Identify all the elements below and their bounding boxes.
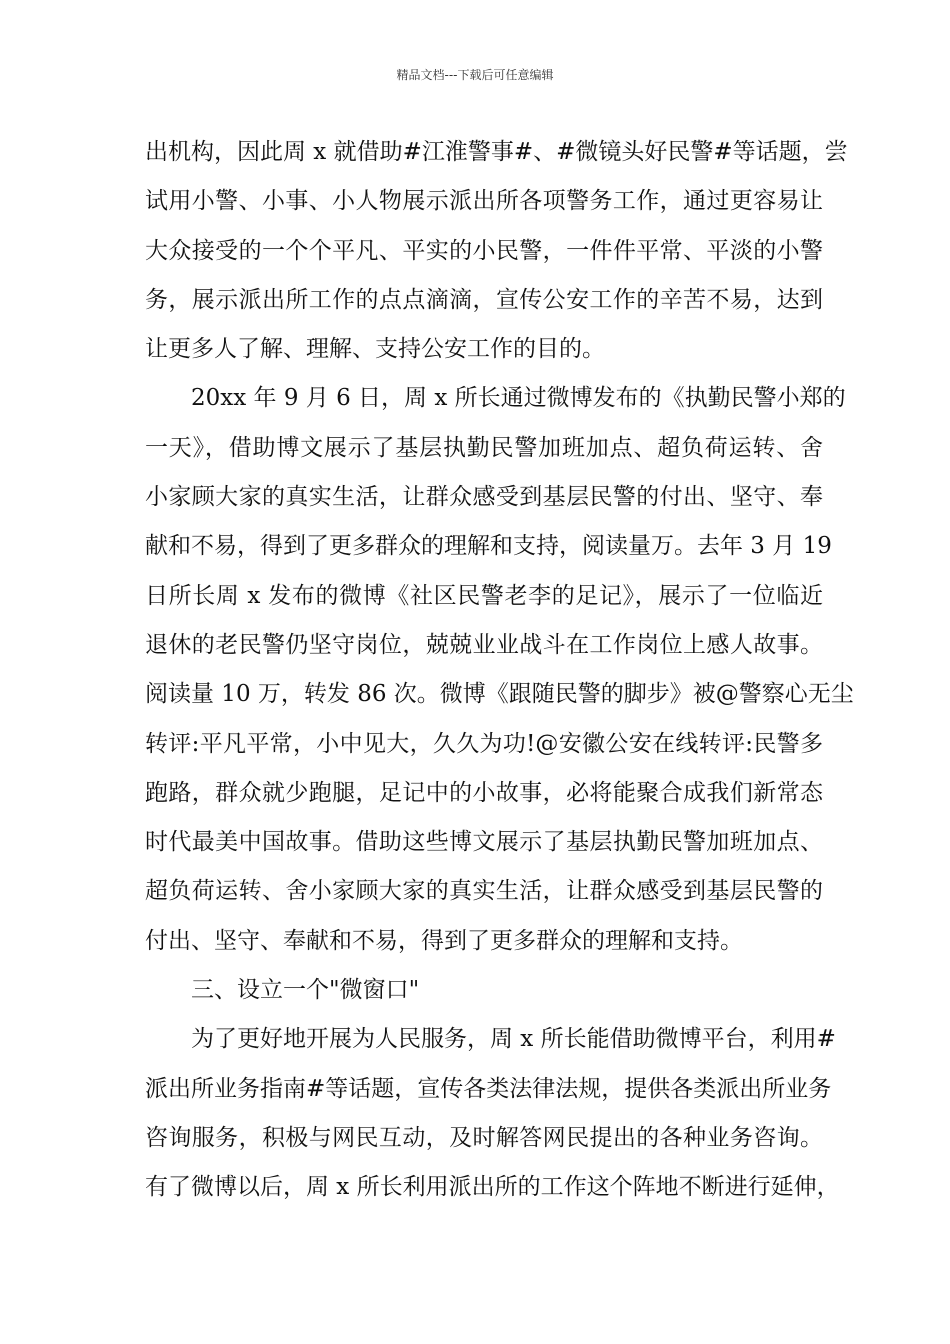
- text-line: 20xx 年 9 月 6 日，周 x 所长通过微博发布的《执勤民警小郑的: [191, 385, 846, 412]
- page-header: 精品文档---下载后可任意编辑: [396, 68, 554, 82]
- text-line: 务，展示派出所工作的点点滴滴，宣传公安工作的辛苦不易，达到: [145, 286, 823, 313]
- text-line: 小家顾大家的真实生活，让群众感受到基层民警的付出、坚守、奉: [145, 484, 823, 511]
- text-line: 跑路，群众就少跑腿，足记中的小故事，必将能聚合成我们新常态: [145, 779, 823, 806]
- text-line: 时代最美中国故事。借助这些博文展示了基层执勤民警加班加点、: [145, 829, 823, 856]
- text-line: 试用小警、小事、小人物展示派出所各项警务工作，通过更容易让: [145, 188, 823, 215]
- text-line: 超负荷运转、舍小家顾大家的真实生活，让群众感受到基层民警的: [145, 878, 823, 905]
- text-line: 大众接受的一个个平凡、平实的小民警，一件件平常、平淡的小警: [145, 237, 823, 264]
- text-line: 派出所业务指南#等话题，宣传各类法律法规，提供各类派出所业务: [145, 1075, 832, 1102]
- text-line: 献和不易，得到了更多群众的理解和支持，阅读量万。去年 3 月 19: [145, 533, 832, 560]
- document-body: [145, 128, 854, 1213]
- text-line: 日所长周 x 发布的微博《社区民警老李的足记》，展示了一位临近: [145, 582, 823, 609]
- text-line: 一天》，借助博文展示了基层执勤民警加班加点、超负荷运转、舍: [145, 434, 823, 461]
- text-line: 让更多人了解、理解、支持公安工作的目的。: [145, 336, 605, 363]
- text-line: 咨询服务，积极与网民互动，及时解答网民提出的各种业务咨询。: [145, 1124, 823, 1151]
- text-line: 阅读量 10 万，转发 86 次。微博《跟随民警的脚步》被@警察心无尘: [145, 681, 854, 708]
- text-line: 退休的老民警仍坚守岗位，兢兢业业战斗在工作岗位上感人故事。: [145, 631, 823, 658]
- text-line: 付出、坚守、奉献和不易，得到了更多群众的理解和支持。: [145, 927, 743, 954]
- text-line: 转评:平凡平常，小中见大，久久为功!@安徽公安在线转评:民警多: [145, 730, 823, 757]
- text-line: 为了更好地开展为人民服务，周 x 所长能借助微博平台，利用#: [191, 1026, 836, 1053]
- text-line: 有了微博以后，周 x 所长利用派出所的工作这个阵地不断进行延伸，: [145, 1174, 840, 1201]
- text-line: 出机构，因此周 x 就借助#江淮警事#、#微镜头好民警#等话题，尝: [145, 139, 848, 165]
- section-heading: 三、设立一个"微窗口": [191, 977, 420, 1004]
